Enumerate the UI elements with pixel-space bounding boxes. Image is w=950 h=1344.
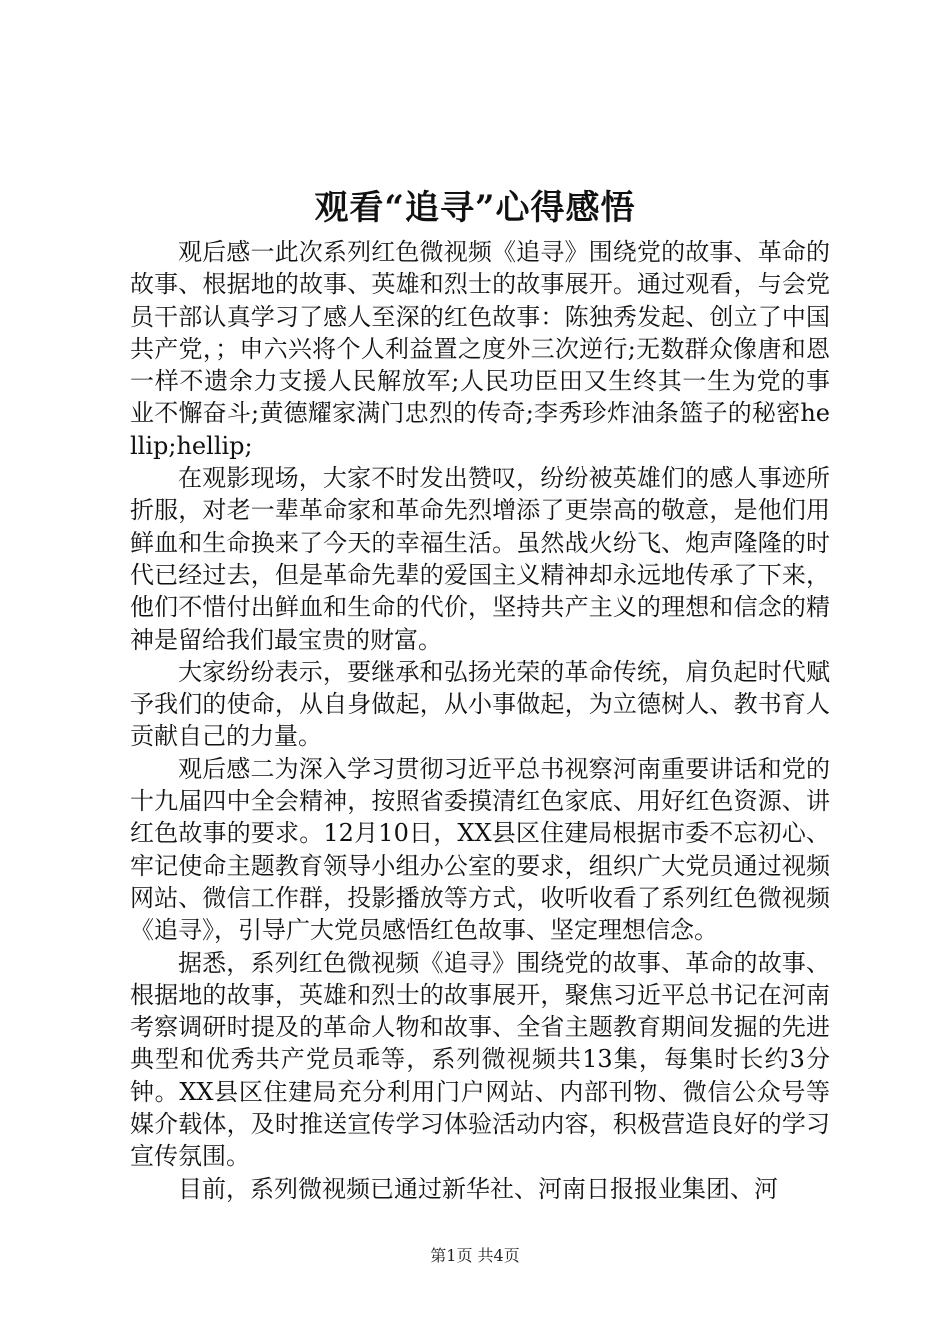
paragraph-5: 据悉，系列红色微视频《追寻》围绕党的故事、革命的故事、根据地的故事，英雄和烈士的故事展开，聚焦习近平总书记在河南考察调研时提及的革命人物和故事、全省主题教育期间发掘的先进典型和优秀共产党员乖等，系列微视频共13集，每集时长约3分钟。XX县区住建局充分利用门户网站、内部刊物、微信公众号等媒介载体，及时推送宣传学习体验活动内容，积极营造良好的学习宣传氛围。 (130, 948, 830, 1171)
paragraph-3: 大家纷纷表示，要继承和弘扬光荣的革命传统，肩负起时代赋予我们的使命，从自身做起，从小事做起，为立德树人、教书育人贡献自己的力量。 (130, 657, 830, 751)
paragraph-4: 观后感二为深入学习贯彻习近平总书视察河南重要讲话和党的十九届四中全会精神，按照省委摸清红色家底、用好红色资源、讲红色故事的要求。12月10日，XX县区住建局根据市委不忘初心、牢记使命主题教育领导小组办公室的要求，组织广大党员通过视频网站、微信工作群，投影播放等方式，收听收看了系列红色微视频《追寻》，引导广大党员感悟红色故事、坚定理想信念。 (130, 754, 830, 945)
document-body (130, 236, 830, 1205)
document-title: 观看“追寻”心得感悟 (314, 188, 636, 228)
page-number-footer: 第1页 共4页 (430, 1246, 520, 1265)
paragraph-1: 观后感一此次系列红色微视频《追寻》围绕党的故事、革命的故事、根据地的故事、英雄和烈士的故事展开。通过观看，与会党员干部认真学习了感人至深的红色故事：陈独秀发起、创立了中国共产党，；申六兴将个人利益置之度外三次逆行;无数群众像唐和恩一样不遗余力支援人民解放军;人民功臣田又生终其一生为党的事业不懈奋斗;黄德耀家满门忠烈的传奇;李秀珍炸油条篮子的秘密hellip;hellip; (130, 238, 830, 460)
paragraph-6: 目前，系列微视频已通过新华社、河南日报报业集团、河 (178, 1174, 778, 1203)
paragraph-2: 在观影现场，大家不时发出赞叹，纷纷被英雄们的感人事迹所折服，对老一辈革命家和革命先烈增添了更崇高的敬意，是他们用鲜血和生命换来了今天的幸福生活。虽然战火纷飞、炮声隆隆的时代已经过去，但是革命先辈的爱国主义精神却永远地传承了下来，他们不惜付出鲜血和生命的代价，坚持共产主义的理想和信念的精神是留给我们最宝贵的财富。 (130, 464, 830, 654)
